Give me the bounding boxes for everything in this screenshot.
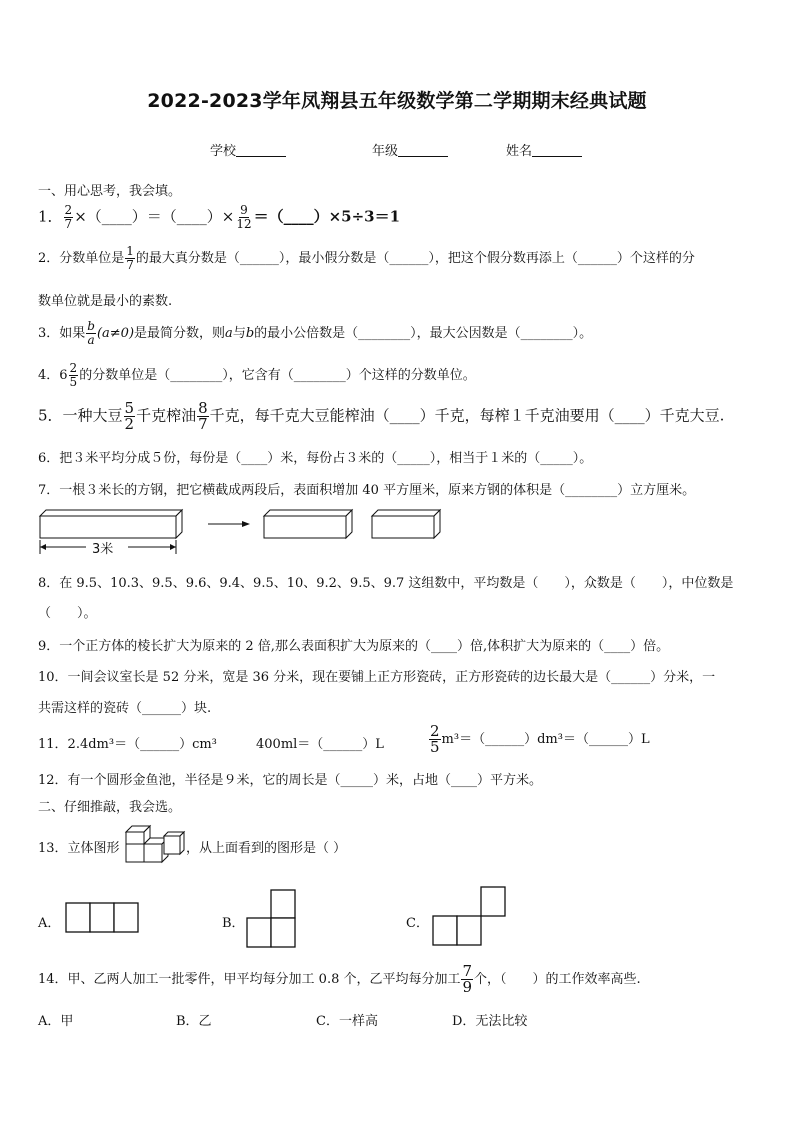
q13-option-b-label[interactable]: B． <box>222 916 245 931</box>
q14-option-b[interactable]: B．乙 <box>176 1014 212 1029</box>
question-1 <box>38 204 400 231</box>
steel-bar-diagram <box>36 508 366 560</box>
q14-option-d[interactable]: D．无法比较 <box>452 1014 528 1029</box>
question-4 <box>38 362 476 389</box>
q13-option-c-label[interactable]: C． <box>406 916 429 931</box>
q4-fraction: $\frac{2}{5}$ <box>69 361 78 389</box>
q3-text-a: 3．如果 <box>38 326 86 341</box>
q4-text-b: 的分数单位是（________），它含有（________）个这样的分数单位。 <box>79 368 476 383</box>
q3-condition: (a≠0) <box>96 326 135 341</box>
steel-bar-length-label: 3米 <box>92 542 114 557</box>
name-field <box>506 140 582 159</box>
question-2 <box>38 245 695 272</box>
q1-number: 1． <box>38 207 63 226</box>
q5-fraction-a: $\frac{5}{2}$ <box>124 399 135 433</box>
section-1-heading: 一、用心思考，我会填。 <box>38 184 182 199</box>
question-13-text-b: ，从上面看到的图形是（ ） <box>186 841 347 856</box>
question-6: 6．把３米平均分成５份，每份是（____）米，每份占３米的（_____），相当于１米的（_____）。 <box>38 451 593 466</box>
q11-text-c: m³＝（______）dm³＝（______）L <box>441 732 650 747</box>
q3-text-d: 的最小公倍数是（________），最大公因数是（________）。 <box>254 326 593 341</box>
q5-text-a: 5．一种大豆 <box>38 406 123 425</box>
question-11-part-a: 11．2.4dm³＝（______）cm³ <box>38 737 217 752</box>
q3-fraction: $\frac{b}{a}$ <box>87 319 95 347</box>
question-10-cont: 共需这样的瓷砖（______）块. <box>38 701 212 716</box>
q13-option-b-figure[interactable] <box>246 889 298 949</box>
grade-label: 年级 <box>372 144 399 159</box>
q13-option-a-label[interactable]: A． <box>38 916 61 931</box>
grade-field <box>372 140 448 159</box>
page-title: 2022-2023学年凤翔县五年级数学第二学期期末经典试题 <box>147 90 647 112</box>
grade-blank[interactable] <box>398 144 448 157</box>
q2-fraction: $\frac{1}{7}$ <box>126 244 134 272</box>
question-9: 9．一个正方体的棱长扩大为原来的 2 倍,那么表面积扩大为原来的（____）倍,体积扩大为原来的（____）倍。 <box>38 639 670 654</box>
q14-option-a[interactable]: A．甲 <box>38 1014 74 1029</box>
q5-fraction-b: $\frac{8}{7}$ <box>198 399 208 433</box>
name-blank[interactable] <box>532 144 582 157</box>
q2-text-b: 的最大真分数是（______），最小假分数是（______），把这个假分数再添上（______）个这样的分 <box>135 251 695 266</box>
q3-text-c: 与 <box>232 326 246 341</box>
q1-fraction-a: $\frac{2}{7}$ <box>64 203 73 231</box>
question-11-part-b: 400ml＝（______）L <box>256 737 384 752</box>
question-14 <box>38 964 641 995</box>
question-8: 8．在 9.5、10.3、9.5、9.6、9.4、9.5、10、9.2、9.5、9.7 这组数中，平均数是（ ），众数是（ ），中位数是 <box>38 576 734 591</box>
section-2-heading: 二、仔细推敲，我会选。 <box>38 800 182 815</box>
solid-figure-icon <box>122 824 186 864</box>
q5-text-c: 千克，每千克大豆能榨油（____）千克，每榨１千克油要用（____）千克大豆. <box>209 406 725 425</box>
q13-option-a-figure[interactable] <box>65 902 139 934</box>
q14-text-b: 个，（ ）的工作效率高些. <box>474 972 641 987</box>
question-5 <box>38 401 724 432</box>
school-label: 学校 <box>210 144 237 159</box>
steel-bar-piece-2 <box>370 508 440 542</box>
question-3 <box>38 320 592 347</box>
question-2-cont: 数单位就是最小的素数. <box>38 294 173 309</box>
q11-fraction: $\frac{2}{5}$ <box>430 722 440 756</box>
q2-text-a: 2．分数单位是 <box>38 251 125 266</box>
q5-text-b: 千克榨油 <box>136 406 197 425</box>
question-13-text-a: 13．立体图形 <box>38 841 120 856</box>
q1-fraction-b: $\frac{9}{12}$ <box>236 203 252 231</box>
school-field <box>210 140 286 159</box>
q14-text-a: 14．甲、乙两人加工一批零件，甲平均每分加工 0.8 个，乙平均每分加工 <box>38 972 461 987</box>
q14-option-c[interactable]: C．一样高 <box>316 1014 378 1029</box>
question-12: 12．有一个圆形金鱼池，半径是９米，它的周长是（_____）米，占地（____）平方米。 <box>38 773 543 788</box>
q1-text-a: ×（____）＝（____）× <box>74 207 235 226</box>
school-blank[interactable] <box>236 144 286 157</box>
q3-text-b: 是最简分数，则 <box>134 326 226 341</box>
name-label: 姓名 <box>506 144 533 159</box>
question-8-cont: （ ）。 <box>38 606 97 621</box>
q4-text-a: 4．6 <box>38 368 68 383</box>
question-11-part-c <box>428 724 650 755</box>
question-10: 10．一间会议室长是 52 分米，宽是 36 分米，现在要铺上正方形瓷砖，正方形瓷砖的边长最大是（______）分米，一 <box>38 670 716 685</box>
question-7: 7．一根３米长的方钢，把它横截成两段后，表面积增加 40 平方厘米，原来方钢的体积是（________）立方厘米。 <box>38 483 696 498</box>
q14-fraction: $\frac{7}{9}$ <box>462 962 473 996</box>
q1-text-b: ＝（____）×5÷3＝1 <box>253 207 401 226</box>
q3-var-b: b <box>245 326 255 341</box>
q13-option-c-figure[interactable] <box>432 886 506 948</box>
q3-var-a: a <box>225 326 233 341</box>
